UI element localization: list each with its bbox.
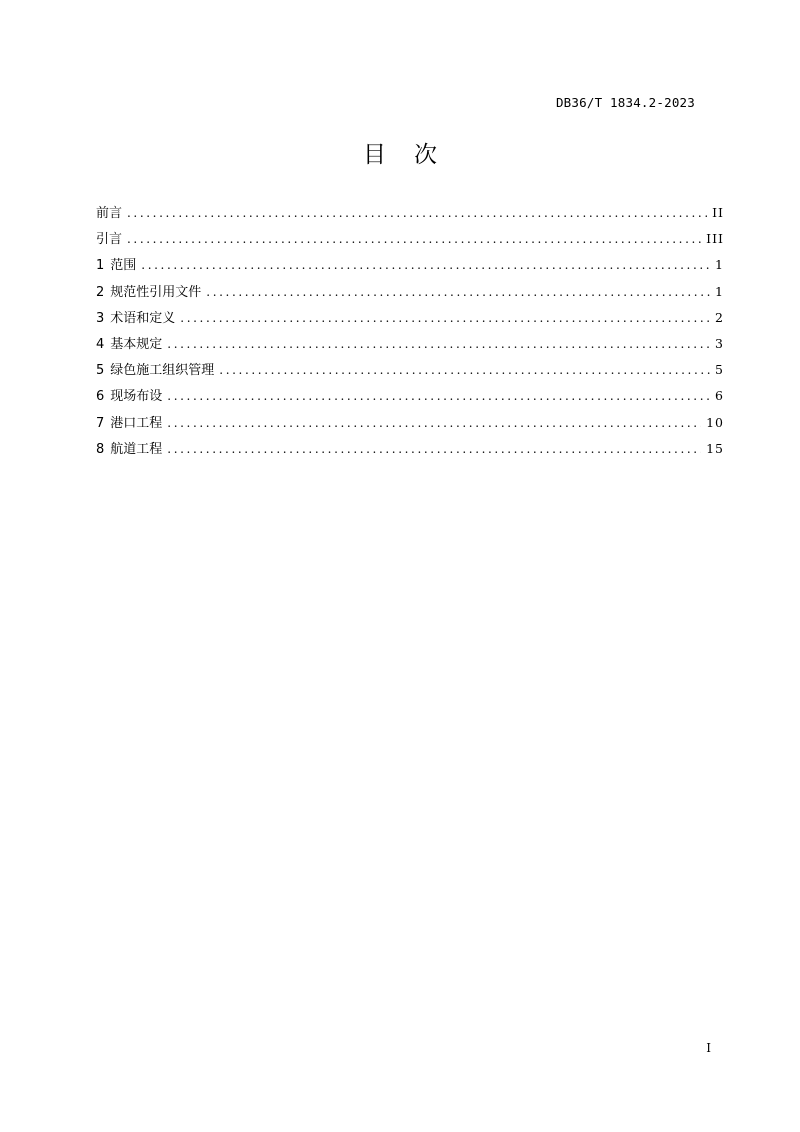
toc-entry-number: 2 <box>96 284 105 300</box>
toc-entry-title: 引言 <box>96 232 123 248</box>
toc-dot-leader <box>127 229 701 249</box>
toc-entry-title: 规范性引用文件 <box>110 284 202 300</box>
toc-entry-number: 4 <box>96 336 105 352</box>
toc-entry[interactable] <box>96 255 724 281</box>
toc-entry-page: 6 <box>715 388 724 404</box>
toc-dot-leader <box>167 439 701 459</box>
toc-entry-title: 术语和定义 <box>110 310 176 326</box>
toc-dot-leader <box>127 203 707 223</box>
toc-entry-number: 5 <box>96 363 105 379</box>
toc-entry[interactable] <box>96 229 724 255</box>
toc-entry-number: 1 <box>96 258 105 274</box>
toc-entry-page: 3 <box>715 335 724 351</box>
toc-dot-leader <box>141 255 710 275</box>
toc-entry-page: 5 <box>715 362 724 378</box>
toc-entry-title: 航道工程 <box>110 441 163 457</box>
toc-dot-leader <box>167 413 701 433</box>
toc-entry-title: 范围 <box>110 258 137 274</box>
toc-entry-title: 港口工程 <box>110 415 163 431</box>
page-number: I <box>706 1041 711 1055</box>
toc-entry-title: 绿色施工组织管理 <box>110 363 215 379</box>
page-title-char-2: 次 <box>414 142 437 168</box>
toc-entry[interactable] <box>96 360 724 386</box>
toc-entry-title: 前言 <box>96 206 123 221</box>
toc-entry-number: 3 <box>96 310 105 326</box>
document-id: DB36/T 1834.2-2023 <box>555 95 695 110</box>
toc-entry-number: 6 <box>96 389 105 405</box>
toc-entry-title: 现场布设 <box>110 389 163 405</box>
toc-entry-page: 2 <box>715 309 724 325</box>
toc-entry[interactable] <box>96 386 724 412</box>
page-title <box>0 136 800 169</box>
toc-entry[interactable] <box>96 413 724 439</box>
toc-dot-leader <box>167 334 710 354</box>
toc-entry-number: 7 <box>96 415 105 431</box>
toc-entry-page: II <box>712 205 724 220</box>
toc-entry[interactable] <box>96 282 724 308</box>
toc-entry-page: 1 <box>715 257 724 273</box>
toc-entry-title: 基本规定 <box>110 336 163 352</box>
toc-entry-page: III <box>706 231 724 247</box>
page-title-char-1: 目 <box>363 142 386 168</box>
toc-entry-page: 10 <box>706 414 724 430</box>
toc-entry[interactable] <box>96 203 724 229</box>
toc-dot-leader <box>219 360 710 380</box>
toc-entry-number: 8 <box>96 441 105 457</box>
toc-entry[interactable] <box>96 334 724 360</box>
table-of-contents <box>96 203 724 465</box>
toc-entry[interactable] <box>96 439 724 465</box>
toc-entry[interactable] <box>96 308 724 334</box>
toc-entry-page: 1 <box>715 283 724 299</box>
toc-dot-leader <box>167 386 710 406</box>
toc-dot-leader <box>206 282 710 302</box>
toc-entry-page: 15 <box>706 440 724 456</box>
toc-dot-leader <box>180 308 710 328</box>
